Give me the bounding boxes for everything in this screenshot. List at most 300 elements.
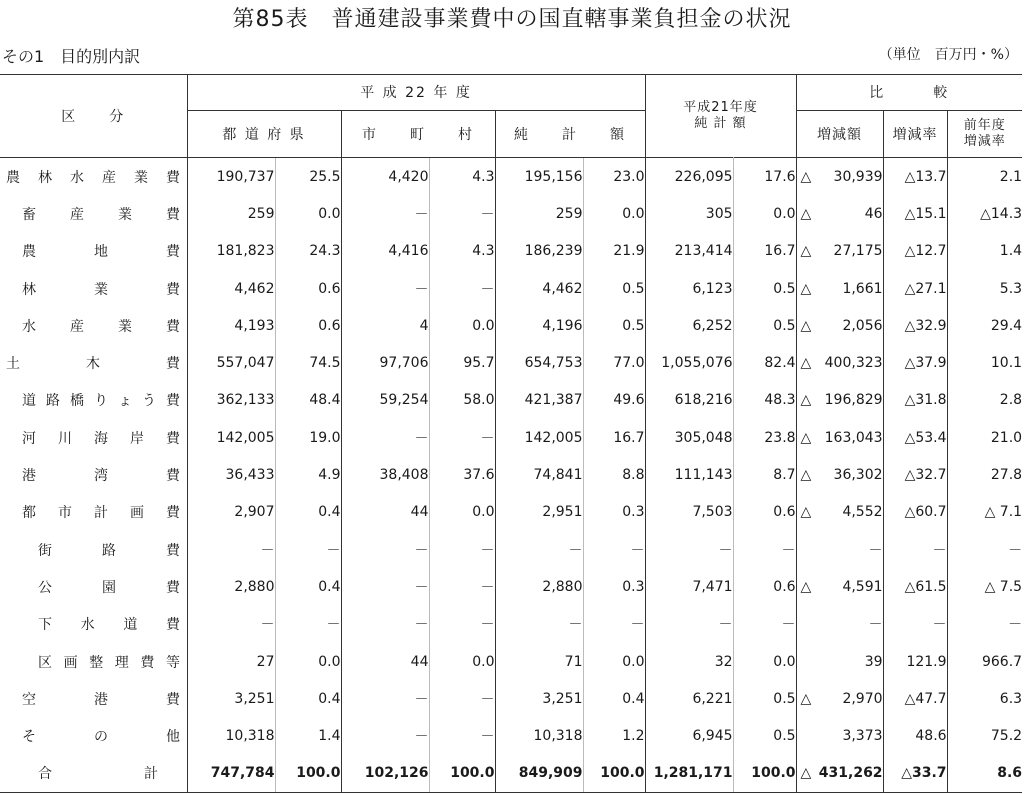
cell-diff-value: 2,970 xyxy=(842,690,883,707)
row-label-char: 湾 xyxy=(94,468,108,485)
cell-pref-pct: 0.4 xyxy=(275,680,341,717)
cell-pref: 557,047 xyxy=(187,344,275,381)
cell-diff-sign: △ xyxy=(800,578,812,595)
row-label-char: 費 xyxy=(166,393,180,410)
row-label xyxy=(0,606,187,643)
cell-net-pct: 0.5 xyxy=(583,270,645,307)
cell-prev: － xyxy=(645,606,733,643)
header-h22: 平 成 22 年 度 xyxy=(187,74,645,111)
cell-pref: 2,880 xyxy=(187,568,275,605)
cell-prev: 1,055,076 xyxy=(645,344,733,381)
cell-diff-value: － xyxy=(868,542,883,559)
row-label-char: 費 xyxy=(166,169,180,186)
cell-muni: － xyxy=(341,568,429,605)
cell-prev-pct: 16.7 xyxy=(733,233,796,270)
header-hikaku: 比 較 xyxy=(796,74,1022,111)
cell-prev: 305 xyxy=(645,195,733,232)
cell-pref-pct: 48.4 xyxy=(275,382,341,419)
cell-muni-pct: 0.0 xyxy=(429,307,495,344)
row-label xyxy=(0,307,187,344)
cell-net-pct: 0.5 xyxy=(583,307,645,344)
row-label xyxy=(0,158,187,196)
cell-diff xyxy=(796,456,883,493)
row-label xyxy=(0,419,187,456)
cell-pref-pct: 0.4 xyxy=(275,494,341,531)
cell-muni: 44 xyxy=(341,643,429,680)
cell-net: 74,841 xyxy=(495,456,583,493)
cell-muni: － xyxy=(341,680,429,717)
table-row xyxy=(0,680,1022,717)
cell-pref: 181,823 xyxy=(187,233,275,270)
row-label-char: 下 xyxy=(38,617,52,634)
cell-net: 195,156 xyxy=(495,158,583,196)
cell-diff-sign: △ xyxy=(800,317,812,334)
cell-pref: 190,737 xyxy=(187,158,275,196)
row-label-char: 他 xyxy=(166,729,180,746)
row-label-char: 費 xyxy=(166,206,180,223)
cell-net: 3,251 xyxy=(495,680,583,717)
cell-prev-pct: 0.5 xyxy=(733,717,796,754)
cell-prev-rate: 966.7 xyxy=(947,643,1022,680)
table-subtitle: その1 目的別内訳 xyxy=(2,47,141,66)
cell-pref: 259 xyxy=(187,195,275,232)
header-zennendo-line2: 増減率 xyxy=(963,134,1006,149)
header-todofuken: 都 道 府 県 xyxy=(187,111,341,158)
table-row xyxy=(0,195,1022,232)
row-label-char: 費 xyxy=(166,318,180,335)
cell-diff-sign: △ xyxy=(800,243,812,260)
cell-pref-pct: 100.0 xyxy=(275,755,341,792)
cell-prev: 213,414 xyxy=(645,233,733,270)
header-junkei: 純 計 額 xyxy=(495,111,645,158)
row-label-char: り xyxy=(94,393,108,410)
cell-pref-pct: 74.5 xyxy=(275,344,341,381)
cell-prev-pct: 0.5 xyxy=(733,270,796,307)
cell-pref: － xyxy=(187,606,275,643)
cell-prev-rate: 6.3 xyxy=(947,680,1022,717)
cell-diff xyxy=(796,717,883,754)
cell-diff-sign: △ xyxy=(800,765,812,782)
header-shichoson: 市 町 村 xyxy=(341,111,495,158)
row-label-char: 市 xyxy=(58,505,72,522)
row-label-char: 川 xyxy=(58,430,72,447)
row-label-char: 業 xyxy=(118,318,132,335)
cell-muni-pct: 4.3 xyxy=(429,233,495,270)
cell-diff-sign: △ xyxy=(800,504,812,521)
cell-net: 2,880 xyxy=(495,568,583,605)
cell-diff xyxy=(796,344,883,381)
table-row xyxy=(0,270,1022,307)
row-label-char: 費 xyxy=(166,356,180,373)
cell-rate: △61.5 xyxy=(883,568,947,605)
cell-net: 4,462 xyxy=(495,270,583,307)
row-label-char: 費 xyxy=(140,654,155,671)
header-zogengaku: 増減額 xyxy=(796,111,883,158)
cell-prev-rate: 10.1 xyxy=(947,344,1022,381)
cell-diff-sign: △ xyxy=(800,355,812,372)
table-row xyxy=(0,233,1022,270)
cell-net: 71 xyxy=(495,643,583,680)
cell-prev-pct: 100.0 xyxy=(733,755,796,792)
cell-prev: 6,123 xyxy=(645,270,733,307)
cell-prev-pct: 0.6 xyxy=(733,568,796,605)
cell-diff-sign: △ xyxy=(800,429,812,446)
cell-pref: 4,193 xyxy=(187,307,275,344)
cell-net: 849,909 xyxy=(495,755,583,792)
cell-diff-sign: △ xyxy=(800,280,812,297)
cell-muni-pct: 37.6 xyxy=(429,456,495,493)
row-label-char: 水 xyxy=(80,617,95,634)
header-h21 xyxy=(645,74,796,158)
cell-prev-pct: 0.6 xyxy=(733,494,796,531)
row-label xyxy=(0,531,187,568)
cell-net-pct: 16.7 xyxy=(583,419,645,456)
cell-rate: － xyxy=(883,531,947,568)
table-row xyxy=(0,643,1022,680)
cell-rate: △32.7 xyxy=(883,456,947,493)
cell-pref: 142,005 xyxy=(187,419,275,456)
row-label-char: 計 xyxy=(94,505,108,522)
row-label-char: 道 xyxy=(22,393,36,410)
row-label-char: 空 xyxy=(22,691,36,708)
cell-diff xyxy=(796,680,883,717)
row-label-char: 区 xyxy=(38,654,52,671)
cell-diff xyxy=(796,606,883,643)
row-label-char: 水 xyxy=(70,169,84,186)
row-label-char: 理 xyxy=(114,654,129,671)
cell-net-pct: － xyxy=(583,531,645,568)
cell-pref: 4,462 xyxy=(187,270,275,307)
cell-diff-value: 39 xyxy=(864,653,883,670)
cell-muni-pct: － xyxy=(429,606,495,643)
table-row xyxy=(0,755,1022,792)
row-label-char: 農 xyxy=(6,169,20,186)
cell-diff xyxy=(796,233,883,270)
cell-prev-pct: 48.3 xyxy=(733,382,796,419)
cell-diff-sign: △ xyxy=(800,168,812,185)
cell-rate: △27.1 xyxy=(883,270,947,307)
cell-rate: 121.9 xyxy=(883,643,947,680)
cell-muni: 97,706 xyxy=(341,344,429,381)
cell-pref: 27 xyxy=(187,643,275,680)
row-label-char: 産 xyxy=(102,169,116,186)
cell-diff xyxy=(796,568,883,605)
row-label-char: う xyxy=(142,393,156,410)
row-label xyxy=(0,382,187,419)
header-h21-line2: 純 計 額 xyxy=(694,115,747,131)
cell-prev-pct: 0.5 xyxy=(733,307,796,344)
cell-prev: 305,048 xyxy=(645,419,733,456)
cell-prev: 6,221 xyxy=(645,680,733,717)
cell-muni: 4,420 xyxy=(341,158,429,196)
cell-pref: 747,784 xyxy=(187,755,275,792)
row-label-char: 業 xyxy=(94,281,108,298)
cell-rate: △37.9 xyxy=(883,344,947,381)
table-row xyxy=(0,419,1022,456)
row-label-char: 費 xyxy=(166,579,180,596)
row-label xyxy=(0,233,187,270)
row-label-char: の xyxy=(94,729,108,746)
row-label-char: 画 xyxy=(130,505,144,522)
cell-muni: － xyxy=(341,419,429,456)
cell-pref-pct: 24.3 xyxy=(275,233,341,270)
cell-muni-pct: － xyxy=(429,568,495,605)
cell-prev-rate: △14.3 xyxy=(947,195,1022,232)
row-label xyxy=(0,680,187,717)
table-body xyxy=(0,158,1022,793)
cell-net-pct: 21.9 xyxy=(583,233,645,270)
header-zennendo-line1: 前年度 xyxy=(963,118,1006,133)
cell-muni: 38,408 xyxy=(341,456,429,493)
row-label-char: 港 xyxy=(22,468,36,485)
row-label xyxy=(0,717,187,754)
row-label-char: 港 xyxy=(94,691,108,708)
row-label-char: 橋 xyxy=(70,393,84,410)
cell-rate: △32.9 xyxy=(883,307,947,344)
row-label-char: 路 xyxy=(102,542,116,559)
cell-prev-pct: 0.5 xyxy=(733,680,796,717)
cell-prev: 7,503 xyxy=(645,494,733,531)
cell-diff-sign: △ xyxy=(800,392,812,409)
row-label-char: 産 xyxy=(70,206,84,223)
cell-diff-value: 1,661 xyxy=(842,280,883,297)
cell-prev-pct: 0.0 xyxy=(733,643,796,680)
row-label-char: 費 xyxy=(166,244,180,261)
row-label-char: 費 xyxy=(166,542,180,559)
cell-net-pct: 77.0 xyxy=(583,344,645,381)
row-label xyxy=(0,195,187,232)
cell-prev-rate: △ 7.1 xyxy=(947,494,1022,531)
cell-prev-pct: 17.6 xyxy=(733,158,796,196)
cell-pref: 36,433 xyxy=(187,456,275,493)
cell-pref-pct: 25.5 xyxy=(275,158,341,196)
cell-muni-pct: 58.0 xyxy=(429,382,495,419)
row-label-char: 土 xyxy=(6,356,20,373)
cell-rate: △31.8 xyxy=(883,382,947,419)
header-zogenritsu: 増減率 xyxy=(883,111,947,158)
cell-muni-pct: 95.7 xyxy=(429,344,495,381)
table-row xyxy=(0,456,1022,493)
row-label-char: 畜 xyxy=(22,206,36,223)
cell-net-pct: － xyxy=(583,606,645,643)
row-label-char: 農 xyxy=(22,244,36,261)
row-label-char: ょ xyxy=(118,393,132,410)
cell-net-pct: 0.3 xyxy=(583,568,645,605)
row-label-char: 街 xyxy=(38,542,52,559)
cell-diff-value: 4,591 xyxy=(842,578,883,595)
cell-rate: △15.1 xyxy=(883,195,947,232)
cell-net-pct: 0.0 xyxy=(583,643,645,680)
cell-pref: 10,318 xyxy=(187,717,275,754)
header-zennendo xyxy=(947,111,1022,158)
row-label-char: 水 xyxy=(22,318,36,335)
row-label-char: 林 xyxy=(22,281,36,298)
cell-muni-pct: 0.0 xyxy=(429,494,495,531)
cell-net: 186,239 xyxy=(495,233,583,270)
row-label xyxy=(0,643,187,680)
cell-net: 10,318 xyxy=(495,717,583,754)
data-table xyxy=(0,74,1022,792)
cell-net: 654,753 xyxy=(495,344,583,381)
cell-rate: △12.7 xyxy=(883,233,947,270)
cell-prev: 7,471 xyxy=(645,568,733,605)
cell-prev-rate: 5.3 xyxy=(947,270,1022,307)
cell-diff-value: 2,056 xyxy=(842,317,883,334)
cell-diff xyxy=(796,531,883,568)
cell-net-pct: 8.8 xyxy=(583,456,645,493)
row-label-char: 費 xyxy=(166,281,180,298)
cell-pref-pct: 4.9 xyxy=(275,456,341,493)
table-row xyxy=(0,382,1022,419)
cell-prev-rate: 21.0 xyxy=(947,419,1022,456)
cell-prev-rate: 29.4 xyxy=(947,307,1022,344)
cell-pref-pct: － xyxy=(275,531,341,568)
row-label-char: 公 xyxy=(38,579,52,596)
table-row xyxy=(0,344,1022,381)
row-label-char: 等 xyxy=(165,654,180,671)
cell-pref: － xyxy=(187,531,275,568)
cell-prev-rate: 2.1 xyxy=(947,158,1022,196)
cell-muni: － xyxy=(341,195,429,232)
row-label xyxy=(0,755,187,792)
row-label-char: 費 xyxy=(166,691,180,708)
row-label xyxy=(0,568,187,605)
cell-rate: △13.7 xyxy=(883,158,947,196)
header-kubun: 区 分 xyxy=(61,108,126,125)
row-label-char: 費 xyxy=(165,617,180,634)
cell-diff-value: 431,262 xyxy=(818,765,883,782)
cell-muni-pct: 100.0 xyxy=(429,755,495,792)
row-label-char: 計 xyxy=(144,766,158,783)
cell-diff-sign: △ xyxy=(800,467,812,484)
cell-muni: 4 xyxy=(341,307,429,344)
cell-diff-value: 46 xyxy=(864,205,883,222)
cell-diff xyxy=(796,494,883,531)
cell-rate: 48.6 xyxy=(883,717,947,754)
cell-muni: 4,416 xyxy=(341,233,429,270)
table-row xyxy=(0,307,1022,344)
row-label-char: そ xyxy=(22,729,36,746)
cell-diff-sign: △ xyxy=(800,205,812,222)
cell-prev: 32 xyxy=(645,643,733,680)
table-row xyxy=(0,531,1022,568)
cell-net-pct: 23.0 xyxy=(583,158,645,196)
row-label-char: 地 xyxy=(94,244,108,261)
cell-prev-pct: 82.4 xyxy=(733,344,796,381)
cell-diff-sign: △ xyxy=(800,690,812,707)
cell-muni: 44 xyxy=(341,494,429,531)
cell-prev-rate: － xyxy=(947,606,1022,643)
cell-net-pct: 49.6 xyxy=(583,382,645,419)
cell-prev-rate: 8.6 xyxy=(947,755,1022,792)
row-label-char: 合 xyxy=(38,766,52,783)
cell-muni-pct: － xyxy=(429,419,495,456)
cell-prev-rate: － xyxy=(947,531,1022,568)
cell-diff xyxy=(796,270,883,307)
cell-diff-value: 36,302 xyxy=(833,467,883,484)
row-label-char: 道 xyxy=(123,617,138,634)
cell-pref-pct: 0.4 xyxy=(275,568,341,605)
table-row xyxy=(0,568,1022,605)
cell-pref-pct: － xyxy=(275,606,341,643)
cell-prev-pct: 0.0 xyxy=(733,195,796,232)
cell-diff-value: 4,552 xyxy=(842,504,883,521)
row-label-char: 業 xyxy=(134,169,148,186)
cell-muni-pct: － xyxy=(429,531,495,568)
cell-muni-pct: 4.3 xyxy=(429,158,495,196)
cell-diff-value: 30,939 xyxy=(833,168,883,185)
unit-note: （単位 百万円・%） xyxy=(878,47,1018,63)
cell-net: 259 xyxy=(495,195,583,232)
cell-rate: △60.7 xyxy=(883,494,947,531)
cell-prev-rate: 75.2 xyxy=(947,717,1022,754)
row-label-char: 費 xyxy=(166,505,180,522)
cell-prev-pct: － xyxy=(733,606,796,643)
cell-net-pct: 0.3 xyxy=(583,494,645,531)
cell-diff xyxy=(796,307,883,344)
cell-prev-rate: △ 7.5 xyxy=(947,568,1022,605)
cell-muni-pct: － xyxy=(429,270,495,307)
row-label xyxy=(0,494,187,531)
cell-pref-pct: 1.4 xyxy=(275,717,341,754)
cell-diff-value: 400,323 xyxy=(824,355,883,372)
cell-prev-rate: 1.4 xyxy=(947,233,1022,270)
cell-prev: 226,095 xyxy=(645,158,733,196)
table-row xyxy=(0,494,1022,531)
row-label-char: 業 xyxy=(118,206,132,223)
cell-prev: 111,143 xyxy=(645,456,733,493)
cell-prev-pct: － xyxy=(733,531,796,568)
cell-net-pct: 1.2 xyxy=(583,717,645,754)
cell-pref: 362,133 xyxy=(187,382,275,419)
cell-diff-value: － xyxy=(868,617,883,634)
row-label-char: 木 xyxy=(86,356,100,373)
cell-muni-pct: － xyxy=(429,195,495,232)
row-label-char: 林 xyxy=(38,169,52,186)
cell-diff xyxy=(796,158,883,196)
cell-diff xyxy=(796,419,883,456)
table-row xyxy=(0,158,1022,196)
cell-muni: － xyxy=(341,606,429,643)
row-label xyxy=(0,344,187,381)
cell-muni-pct: － xyxy=(429,717,495,754)
row-label-char: 整 xyxy=(89,654,104,671)
cell-muni: 102,126 xyxy=(341,755,429,792)
cell-prev-pct: 23.8 xyxy=(733,419,796,456)
cell-pref-pct: 0.0 xyxy=(275,195,341,232)
cell-pref-pct: 19.0 xyxy=(275,419,341,456)
cell-prev-rate: 2.8 xyxy=(947,382,1022,419)
cell-diff-value: 27,175 xyxy=(833,243,883,260)
cell-net: 4,196 xyxy=(495,307,583,344)
cell-muni-pct: － xyxy=(429,680,495,717)
cell-muni: － xyxy=(341,531,429,568)
cell-net-pct: 0.0 xyxy=(583,195,645,232)
cell-muni: － xyxy=(341,270,429,307)
cell-pref-pct: 0.0 xyxy=(275,643,341,680)
cell-diff xyxy=(796,382,883,419)
row-label-char: 費 xyxy=(166,468,180,485)
row-label-char: 都 xyxy=(22,505,36,522)
cell-prev: 6,252 xyxy=(645,307,733,344)
cell-muni: 59,254 xyxy=(341,382,429,419)
row-label-char: 岸 xyxy=(130,430,144,447)
cell-diff xyxy=(796,643,883,680)
row-label-char: 河 xyxy=(22,430,36,447)
cell-pref-pct: 0.6 xyxy=(275,307,341,344)
cell-prev: － xyxy=(645,531,733,568)
cell-rate: △47.7 xyxy=(883,680,947,717)
